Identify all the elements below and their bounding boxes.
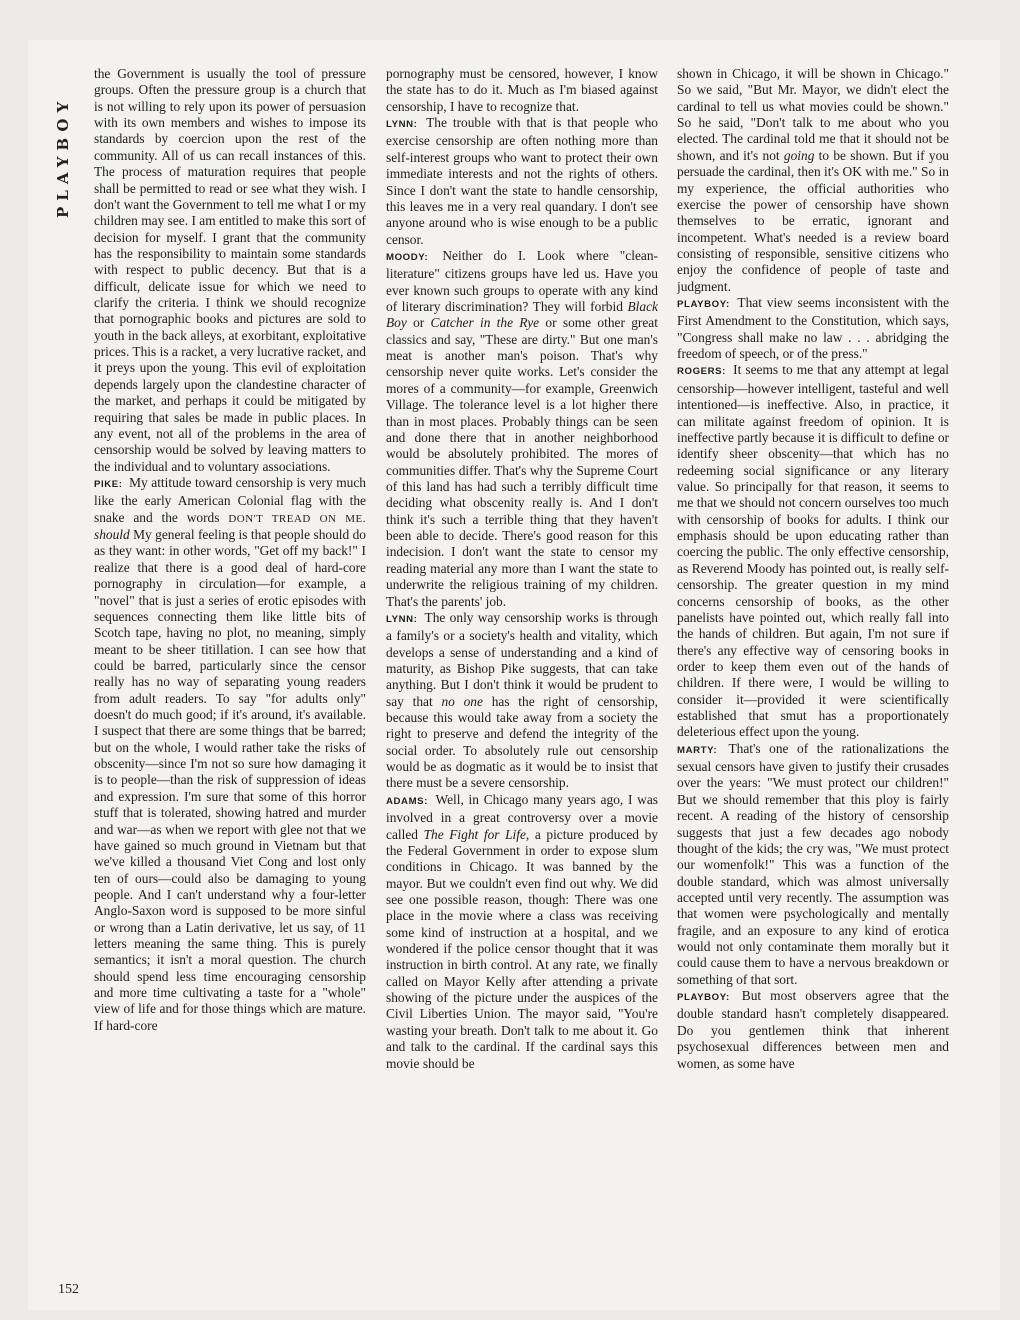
paragraph-text: a picture produced by the Federal Government in order to expose slum conditions in Chicago. It was banned by the mayor. But we couldn't even find out why. We did see one possible reason, though: There was one place in the movie where a class was receiving some kind of instruction at a hospital, and we wondered if the police censor thought that it was instruction in birth control. At any rate, we finally called on Mayor Kelly after attending a private showing of the picture under the auspices of the Civil Liberties Union. The mayor said, "You're wasting your breath. Don't talk to me about it. Go and talk to the cardinal. If the cardinal says this movie should be [386, 826, 658, 1071]
paragraph-text: the Government is usually the tool of pressure groups. Often the pressure group is a church that is not willing to rely upon its power of persuasion with its own members and wishes to impose its standards by coercion upon the rest of the community. All of us can recall instances of this. The process of maturation requires that people shall be permitted to read or see what they wish. I don't want the Government to tell me what I or my children may see. I am entitled to make this sort of decision for myself. I grant that the community has the responsibility to maintain some standards with respect to public decency. But that is a difficult, delicate issue for which we need to clarify the criteria. I think we should recognize that pornographic books and pictures are sold to youth in the back alleys, at exorbitant, exploitative prices. This is a racket, a very lucrative racket, and it preys upon the young. This evil of exploitation depends largely upon the clandestine character of the market, and perhaps it could be mitigated by requiring that sales be made in public places. In any event, not all of the problems in the area of censorship would be solved by leaving matters to the individual and to voluntary associations. [94, 66, 366, 474]
paragraph [386, 66, 658, 115]
text-column-1 [94, 66, 366, 1294]
speaker-label: PLAYBOY: [677, 992, 730, 1004]
paragraph [677, 66, 949, 295]
speaker-label: ROGERS: [677, 366, 726, 378]
speaker-label: LYNN: [386, 119, 418, 131]
paragraph [386, 610, 658, 792]
paragraph [94, 475, 366, 1034]
paragraph-text: or [413, 315, 425, 331]
paragraph-text: has the right of censorship, because this would take away from a society the right to preserve and defend the integrity of the social order. To absolutely rule out censorship would be as dogmatic as it would be to insist that there must be a severe censorship. [386, 693, 658, 791]
paragraph-text: That's one of the rationalizations the sexual censors have given to justify their crusades over the years: "We must protect our children!" But we should remember that this ploy is fairly recent. A reading of the history of censorship suggests that just a few decades ago nobody thought of the kids; the cry was, "We must protect our womenfolk!" This was a function of the double standard, which was almost universally accepted until very recently. The assumption was that women were psychologically and mentally fragile, and an exposure to any kind of erotica would not only contaminate them morally but it could cause them to have a nervous breakdown or something of that sort. [677, 740, 949, 987]
paragraph [677, 988, 949, 1072]
paragraph [677, 295, 949, 362]
masthead: PLAYBOY [54, 95, 72, 218]
paragraph [677, 741, 949, 988]
paragraph-text: Well, in Chicago many years ago, I was involved in a great controversy over a movie called [386, 791, 658, 842]
italic-title: The Fight for Life, [423, 826, 530, 842]
paragraph-text: The trouble with that is that people who exercise censorship are often nothing more than self-interest groups who want to protect their own immediate interests and not the rights of others. Since I don't want the state to handle censorship, this leaves me in a very real quandary. I don't see anyone around who is wise enough to be a public censor. [386, 115, 658, 247]
italic-title: no one [441, 693, 483, 709]
paragraph-text: My general feeling is that people should do as they want: in other words, "Get off my back!" I realize that there is a good deal of hard-core pornography in circulation—for example, a "novel" that is just a series of erotic episodes with sequences connecting them like little bits of Scotch tape, having no plot, no meaning, simply meant to be sheer titillation. I can see how that could be barred, particularly since the censor really has no way of separating young readers from adult readers. To say "for adults only" doesn't do much good; if it's around, it's available. I suspect that there are some things that [94, 527, 366, 739]
text-column-2 [386, 66, 658, 1294]
paragraph-text: The only way censorship works is through a family's or a society's health and vitality, which develops a sense of understanding and a kind of maturity, as Bishop Pike suggests, that can take anything. But I don't think it would be prudent to say that [386, 609, 658, 709]
paragraph-text: shown in Chicago, it will be shown in Chicago." So we said, "But Mr. Mayor, we didn't elect the cardinal to tell us what movies could be shown." So he said, "Don't talk to me about who you elected. The cardinal told me that it should not be shown, and it's not [677, 66, 949, 163]
italic-title: Catcher in the Rye [430, 315, 540, 331]
italic-title: going [783, 147, 815, 163]
paragraph-text: be barred; but on the whole, I would rather take the risks of obscenity—since I'm not so sure how damaging it is to people—than the risk of suppression of ideas and expression. I'm sure that some of this horror stuff that is tolerated, showing hatred and murder and war—as when we report with glee not that we have gained so much ground in Vietnam but that we've killed a thousand Viet Cong and lost only ten of ours—could also be damaging to young people. And I can't understand why a four-letter Anglo-Saxon word is supposed to be more sinful or wrong than a Latin derivative, let us say, of 11 letters meaning the same thing. This is purely semantics; it isn't a moral question. The church should spend less time encouraging censorship and more time cultivating a taste for a "whole" view of life and for those things which are mature. If hard-core [94, 723, 366, 1033]
speaker-label: PIKE: [94, 478, 123, 490]
small-caps-text: DON'T TREAD ON ME. [228, 512, 366, 525]
paragraph-text: or some other great classics and say, "These are dirty." But one man's meat is another man's poison. That's why censorship never quite works. Let's consider the mores of a community—for example, Greenwich Village. The tolerance level is a lot higher there than in most places. Probably things can be seen and done there that in another neighborhood would be absolutely prohibited. The mores of communities differ. That's why the Supreme Court of this land has had such a terribly difficult time deciding what obscenity really is. And I don't think it's such a terrible thing that they haven't been able to decide. There's good reason for this indecision. I don't want the state to censor my reading material any more than I want the state to underwrite the religious training of my children. That's the parents' job. [386, 315, 658, 609]
paragraph [677, 362, 949, 740]
paragraph-text: It seems to me that any attempt at legal censorship—however intelligent, tasteful and well intentioned—is ineffective. Also, in practice, it can militate against freedom of opinion. It is ineffective partly because it is difficult to define or identify sheer obscenity—that which has no redeeming social significance or any literary value. So principally for that reason, it seems to me that we should not concern ourselves too much with censorship of books for adults. I think our emphasis should be upon educating rather than coercing the public. The only effective censorship, as Reverend Moody has pointed out, is really self-censorship. The greater question in my mind concerns censorship of books, as the other panelists have pointed out, which really fall into the hands of children. But again, I'm not sure if there's any effective way of censoring books in order to keep them even out of the hands of children. If there were, I would be willing to consider it—provided it were scientifically established that smut has a proportionately deleterious effect upon the young. [677, 362, 949, 740]
paragraph-text: to be shown. But if you persuade the cardinal, then it's OK with me." So in my experience, the official authorities who exercise the power of censorship have shown themselves to be erratic, ignorant and incompetent. What's needed is a review board consisting of responsible, sensitive citizens who enjoy the confidence of people of taste and judgment. [677, 147, 949, 294]
text-column-3 [677, 66, 949, 1294]
paragraph-text: But most observers agree that the double standard hasn't completely disappeared. Do you gentlemen think that inherent psychosexual differences between men and women, as some have [677, 988, 949, 1071]
speaker-label: LYNN: [386, 613, 418, 625]
paragraph-text: My attitude toward censorship is very much like the early American Colonial flag with the snake and the words [94, 474, 366, 525]
paragraph-text: Neither do I. Look where "clean-literature" citizens groups have led us. Have you ever known such groups to operate with any kind of literary discrimination? They will forbid [386, 247, 658, 315]
page-number: 152 [58, 1282, 79, 1297]
speaker-label: MARTY: [677, 744, 718, 756]
paragraph [94, 66, 366, 475]
speaker-label: PLAYBOY: [677, 299, 730, 311]
paragraph-text: That view seems inconsistent with the First Amendment to the Constitution, which says, "Congress shall make no law . . . abridging the freedom of speech, or of the press." [677, 295, 949, 362]
italic-title: should [94, 527, 130, 543]
paragraph [386, 115, 658, 248]
speaker-label: MOODY: [386, 251, 429, 263]
italic-title: Black Boy [386, 299, 658, 331]
paragraph [386, 792, 658, 1072]
paragraph-text: pornography must be censored, however, I know the state has to do it. Much as I'm biased against censorship, I have to recognize that. [386, 66, 658, 114]
paragraph [386, 248, 658, 610]
speaker-label: ADAMS: [386, 795, 428, 807]
